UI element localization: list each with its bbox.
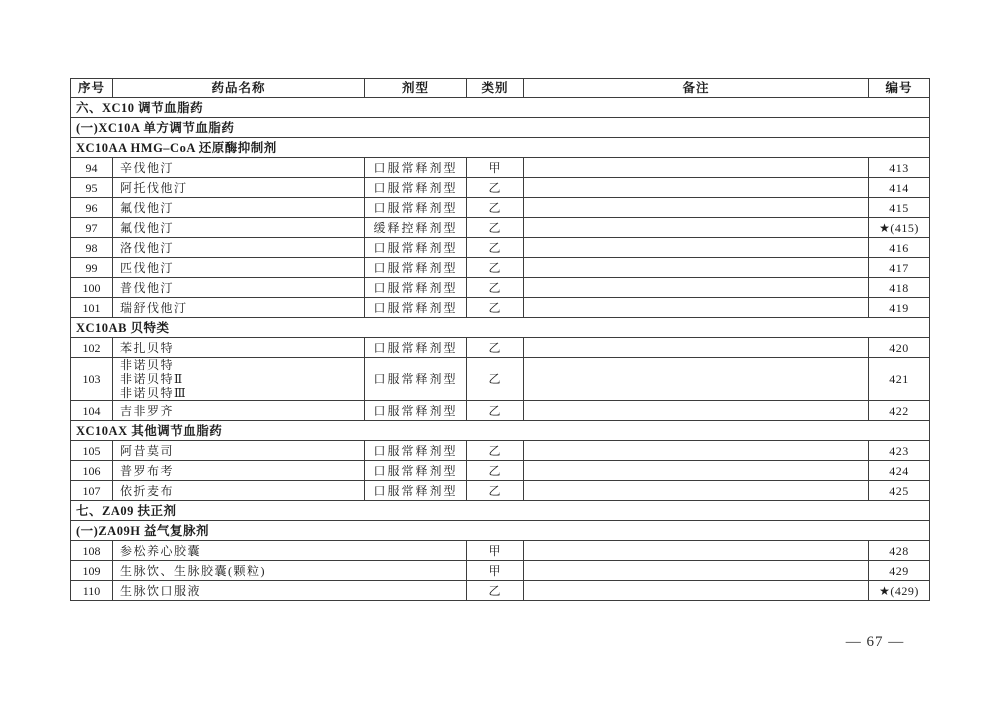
- drug-row: [71, 178, 930, 198]
- column-header-code: 编号: [869, 79, 930, 98]
- drug-row: [71, 481, 930, 501]
- code: 429: [869, 561, 930, 581]
- drug-row: [71, 198, 930, 218]
- serial-number: 98: [71, 238, 113, 258]
- code: ★(415): [869, 218, 930, 238]
- drug-name: 辛伐他汀: [113, 158, 365, 178]
- category: 乙: [467, 238, 524, 258]
- drug-name: 瑞舒伐他汀: [113, 298, 365, 318]
- serial-number: 109: [71, 561, 113, 581]
- section-title: 七、ZA09 扶正剂: [71, 501, 930, 521]
- drug-name: 阿托伐他汀: [113, 178, 365, 198]
- section-title: XC10AX 其他调节血脂药: [71, 421, 930, 441]
- section-row: [71, 98, 930, 118]
- drug-name-line: 非诺贝特: [120, 358, 175, 372]
- drug-name: 依折麦布: [113, 481, 365, 501]
- code: 415: [869, 198, 930, 218]
- serial-number: 106: [71, 461, 113, 481]
- column-header-category: 类别: [467, 79, 524, 98]
- category: 甲: [467, 541, 524, 561]
- remarks: [524, 338, 869, 358]
- dosage-form: 口服常释剂型: [365, 338, 467, 358]
- dosage-form: 缓释控释剂型: [365, 218, 467, 238]
- column-header-drug-name: 药品名称: [113, 79, 365, 98]
- remarks: [524, 198, 869, 218]
- section-title: XC10AA HMG–CoA 还原酶抑制剂: [71, 138, 930, 158]
- category: 乙: [467, 298, 524, 318]
- code: 420: [869, 338, 930, 358]
- remarks: [524, 561, 869, 581]
- dosage-form: 口服常释剂型: [365, 441, 467, 461]
- page-number: — 67 —: [845, 634, 905, 650]
- drug-name-line: 非诺贝特Ⅲ: [120, 386, 188, 400]
- remarks: [524, 178, 869, 198]
- serial-number: 94: [71, 158, 113, 178]
- drug-name: 吉非罗齐: [113, 401, 365, 421]
- code: 421: [869, 358, 930, 401]
- drug-row: [71, 358, 930, 401]
- remarks: [524, 238, 869, 258]
- remarks: [524, 461, 869, 481]
- serial-number: 107: [71, 481, 113, 501]
- remarks: [524, 298, 869, 318]
- category: 乙: [467, 278, 524, 298]
- drug-row: [71, 218, 930, 238]
- remarks: [524, 541, 869, 561]
- dosage-form: 口服常释剂型: [365, 401, 467, 421]
- drug-name: 生脉饮口服液: [113, 581, 467, 601]
- drug-name: 生脉饮、生脉胶囊(颗粒): [113, 561, 467, 581]
- column-header-remarks: 备注: [524, 79, 869, 98]
- remarks: [524, 358, 869, 401]
- code: 422: [869, 401, 930, 421]
- drug-name: 参松养心胶囊: [113, 541, 467, 561]
- remarks: [524, 218, 869, 238]
- drug-name: 氟伐他汀: [113, 198, 365, 218]
- dosage-form: 口服常释剂型: [365, 461, 467, 481]
- drug-row: [71, 541, 930, 561]
- category: 乙: [467, 581, 524, 601]
- category: 乙: [467, 441, 524, 461]
- dosage-form: 口服常释剂型: [365, 258, 467, 278]
- code: 414: [869, 178, 930, 198]
- code: 418: [869, 278, 930, 298]
- dosage-form: 口服常释剂型: [365, 178, 467, 198]
- dosage-form: 口服常释剂型: [365, 238, 467, 258]
- drug-name: 阿昔莫司: [113, 441, 365, 461]
- code: 413: [869, 158, 930, 178]
- section-row: [71, 521, 930, 541]
- category: 乙: [467, 258, 524, 278]
- drug-name: 苯扎贝特: [113, 338, 365, 358]
- section-title: XC10AB 贝特类: [71, 318, 930, 338]
- drug-row: [71, 158, 930, 178]
- serial-number: 96: [71, 198, 113, 218]
- code: 424: [869, 461, 930, 481]
- serial-number: 102: [71, 338, 113, 358]
- code: 428: [869, 541, 930, 561]
- column-header-serial-number: 序号: [71, 79, 113, 98]
- drug-name-line: 非诺贝特Ⅱ: [120, 372, 184, 386]
- category: 乙: [467, 481, 524, 501]
- remarks: [524, 158, 869, 178]
- drug-row: [71, 238, 930, 258]
- dosage-form: 口服常释剂型: [365, 298, 467, 318]
- drug-name: 氟伐他汀: [113, 218, 365, 238]
- code: 423: [869, 441, 930, 461]
- serial-number: 103: [71, 358, 113, 401]
- section-row: [71, 501, 930, 521]
- drug-name: 普罗布考: [113, 461, 365, 481]
- drug-catalog-table: [70, 78, 930, 601]
- section-row: [71, 318, 930, 338]
- category: 乙: [467, 461, 524, 481]
- drug-name: [113, 358, 365, 401]
- serial-number: 105: [71, 441, 113, 461]
- drug-row: [71, 258, 930, 278]
- category: 乙: [467, 218, 524, 238]
- section-row: [71, 118, 930, 138]
- code: 417: [869, 258, 930, 278]
- serial-number: 108: [71, 541, 113, 561]
- category: 乙: [467, 338, 524, 358]
- serial-number: 101: [71, 298, 113, 318]
- section-title: (一)XC10A 单方调节血脂药: [71, 118, 930, 138]
- code: 416: [869, 238, 930, 258]
- drug-row: [71, 581, 930, 601]
- remarks: [524, 278, 869, 298]
- dosage-form: 口服常释剂型: [365, 158, 467, 178]
- drug-row: [71, 461, 930, 481]
- drug-row: [71, 401, 930, 421]
- section-row: [71, 421, 930, 441]
- serial-number: 95: [71, 178, 113, 198]
- category: 甲: [467, 561, 524, 581]
- dosage-form: 口服常释剂型: [365, 481, 467, 501]
- category: 甲: [467, 158, 524, 178]
- drug-row: [71, 338, 930, 358]
- code: ★(429): [869, 581, 930, 601]
- drug-name: 匹伐他汀: [113, 258, 365, 278]
- dosage-form: 口服常释剂型: [365, 358, 467, 401]
- table-header-row: [71, 79, 930, 98]
- serial-number: 97: [71, 218, 113, 238]
- section-title: (一)ZA09H 益气复脉剂: [71, 521, 930, 541]
- serial-number: 110: [71, 581, 113, 601]
- remarks: [524, 441, 869, 461]
- category: 乙: [467, 178, 524, 198]
- category: 乙: [467, 401, 524, 421]
- serial-number: 104: [71, 401, 113, 421]
- drug-name: 普伐他汀: [113, 278, 365, 298]
- remarks: [524, 401, 869, 421]
- category: 乙: [467, 358, 524, 401]
- drug-row: [71, 561, 930, 581]
- section-title: 六、XC10 调节血脂药: [71, 98, 930, 118]
- remarks: [524, 481, 869, 501]
- serial-number: 100: [71, 278, 113, 298]
- drug-row: [71, 298, 930, 318]
- code: 419: [869, 298, 930, 318]
- section-row: [71, 138, 930, 158]
- category: 乙: [467, 198, 524, 218]
- serial-number: 99: [71, 258, 113, 278]
- drug-row: [71, 278, 930, 298]
- dosage-form: 口服常释剂型: [365, 198, 467, 218]
- remarks: [524, 258, 869, 278]
- remarks: [524, 581, 869, 601]
- column-header-dosage-form: 剂型: [365, 79, 467, 98]
- code: 425: [869, 481, 930, 501]
- drug-row: [71, 441, 930, 461]
- dosage-form: 口服常释剂型: [365, 278, 467, 298]
- drug-name: 洛伐他汀: [113, 238, 365, 258]
